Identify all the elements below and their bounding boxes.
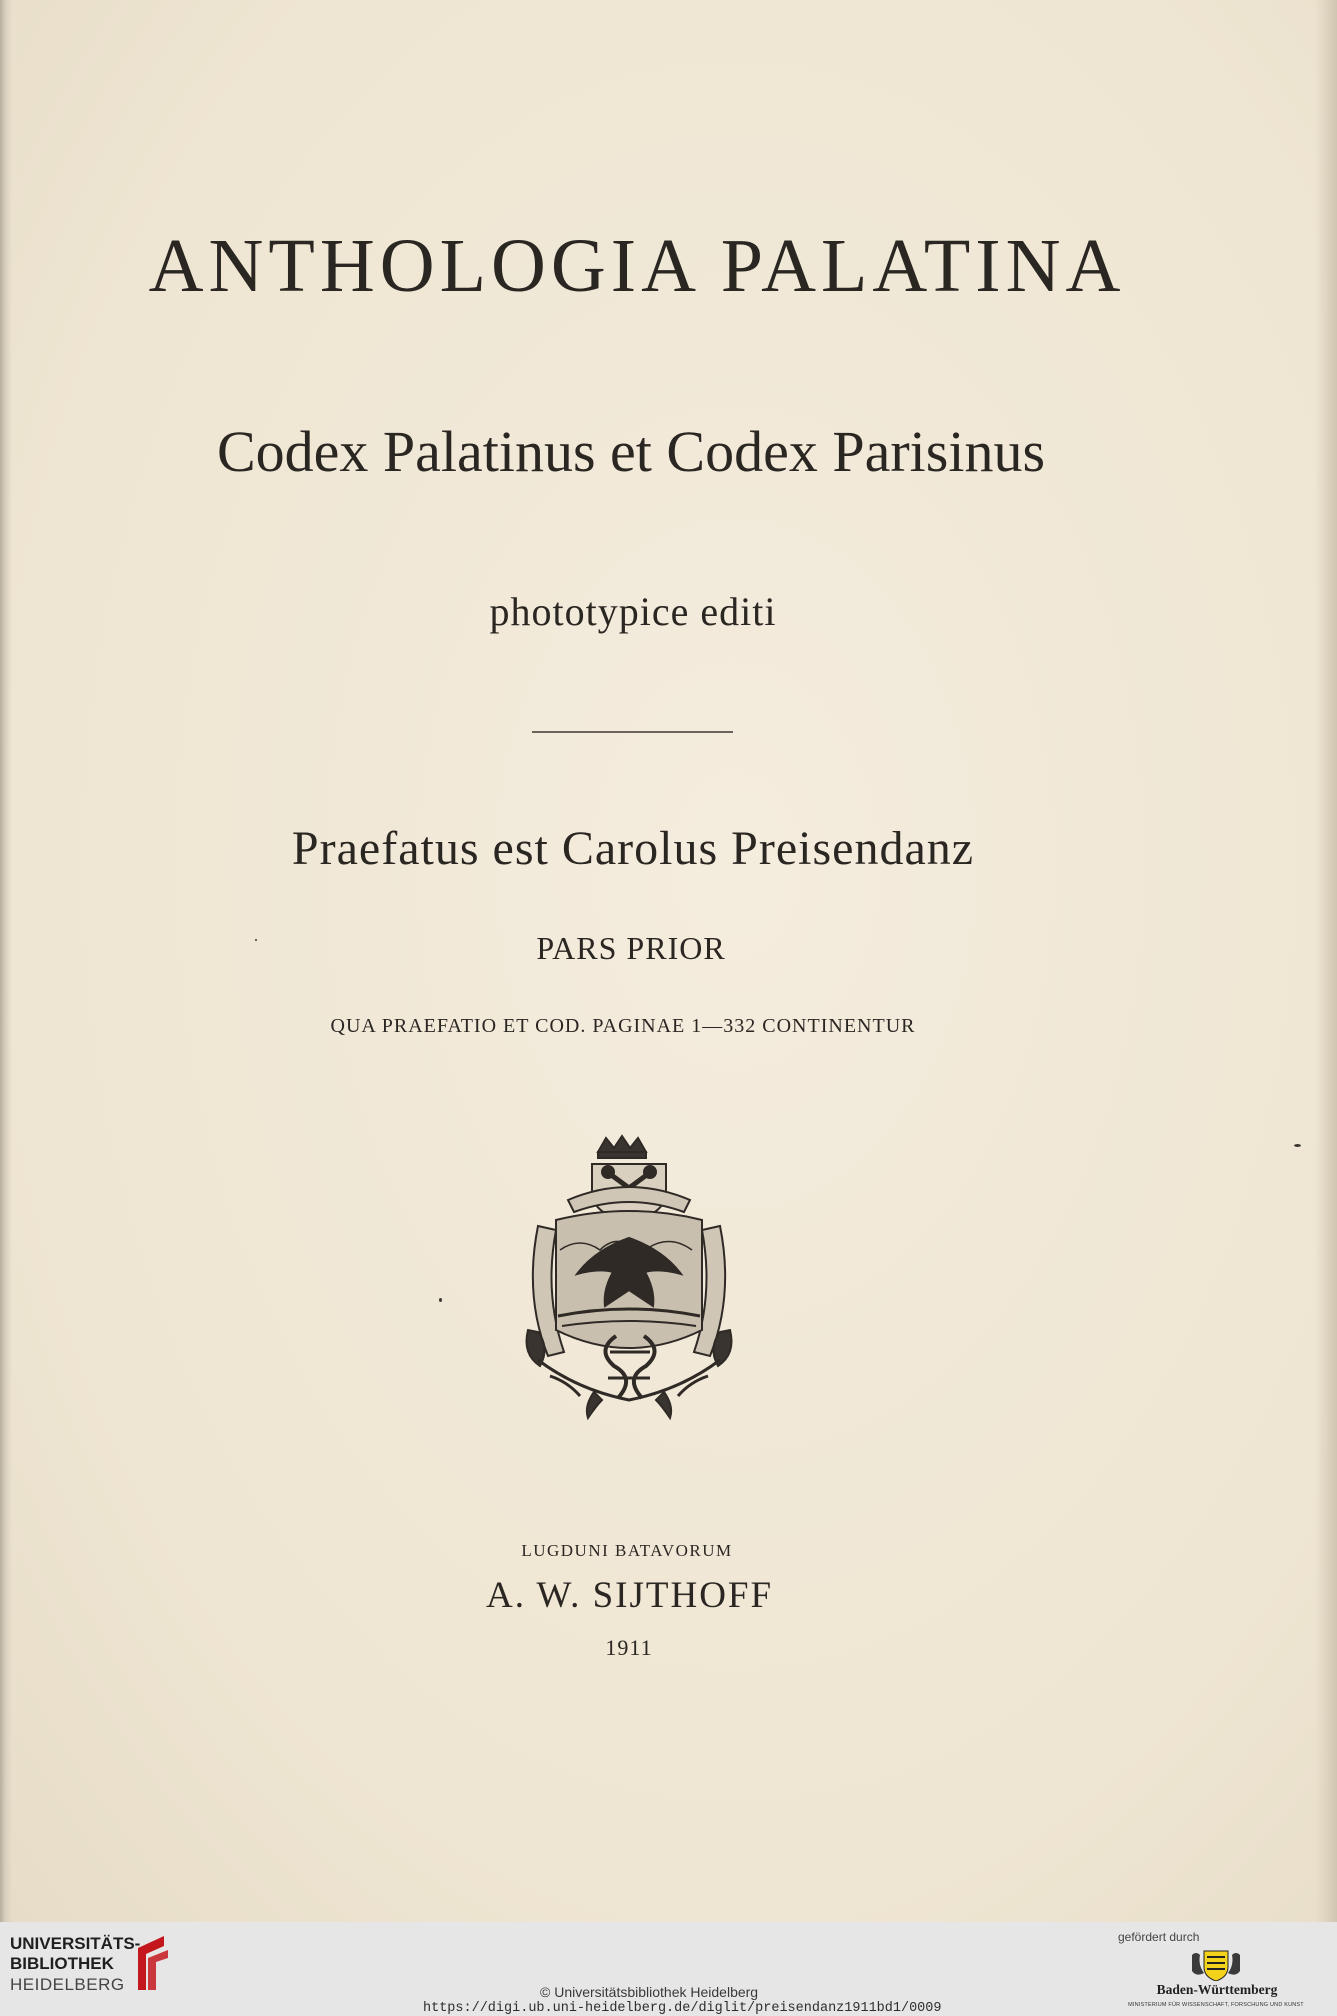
book-title: ANTHOLOGIA PALATINA <box>148 224 1126 308</box>
imprint-place: LUGDUNI BATAVORUM <box>521 1541 733 1560</box>
edition-note: phototypice editi <box>489 589 777 634</box>
ub-heidelberg-logo-icon[interactable] <box>134 1932 170 1992</box>
paper-speck <box>255 939 257 941</box>
copyright-notice: © Universitätsbibliothek Heidelberg <box>540 1984 759 2000</box>
book-subtitle: Codex Palatinus et Codex Parisinus <box>216 419 1046 484</box>
funder-ministry: MINISTERIUM FÜR WISSENSCHAFT, FORSCHUNG UND KUNST <box>1128 2002 1304 2008</box>
publisher-device-emblem-icon <box>498 1130 760 1424</box>
baden-wuerttemberg-crest-icon[interactable] <box>1188 1949 1244 1981</box>
paper-speck <box>439 1298 442 1302</box>
paper-speck <box>1294 1144 1301 1147</box>
library-name-line: HEIDELBERG <box>10 1974 125 1994</box>
library-name-line: BIBLIOTHEK <box>10 1954 114 1974</box>
divider-rule <box>532 731 733 733</box>
funding-label: gefördert durch <box>1118 1930 1200 1944</box>
volume-part: PARS PRIOR <box>536 930 726 966</box>
imprint-publisher: A. W. SIJTHOFF <box>486 1575 774 1616</box>
library-name[interactable] <box>10 1934 140 1995</box>
page-left-edge <box>0 0 12 1922</box>
funder-name: Baden-Württemberg <box>1156 1982 1278 1997</box>
page-right-edge <box>1315 0 1337 1922</box>
library-name-line: UNIVERSITÄTS- <box>10 1934 141 1953</box>
permalink-url[interactable]: https://digi.ub.uni-heidelberg.de/diglit/preisendanz1911bd1/0009 <box>423 2001 942 2016</box>
contents-note: QUA PRAEFATIO ET COD. PAGINAE 1—332 CONTINENTUR <box>330 1015 916 1037</box>
digitization-footer <box>0 1922 1337 2016</box>
imprint-year: 1911 <box>605 1635 653 1660</box>
editor-line: Praefatus est Carolus Preisendanz <box>291 822 975 875</box>
